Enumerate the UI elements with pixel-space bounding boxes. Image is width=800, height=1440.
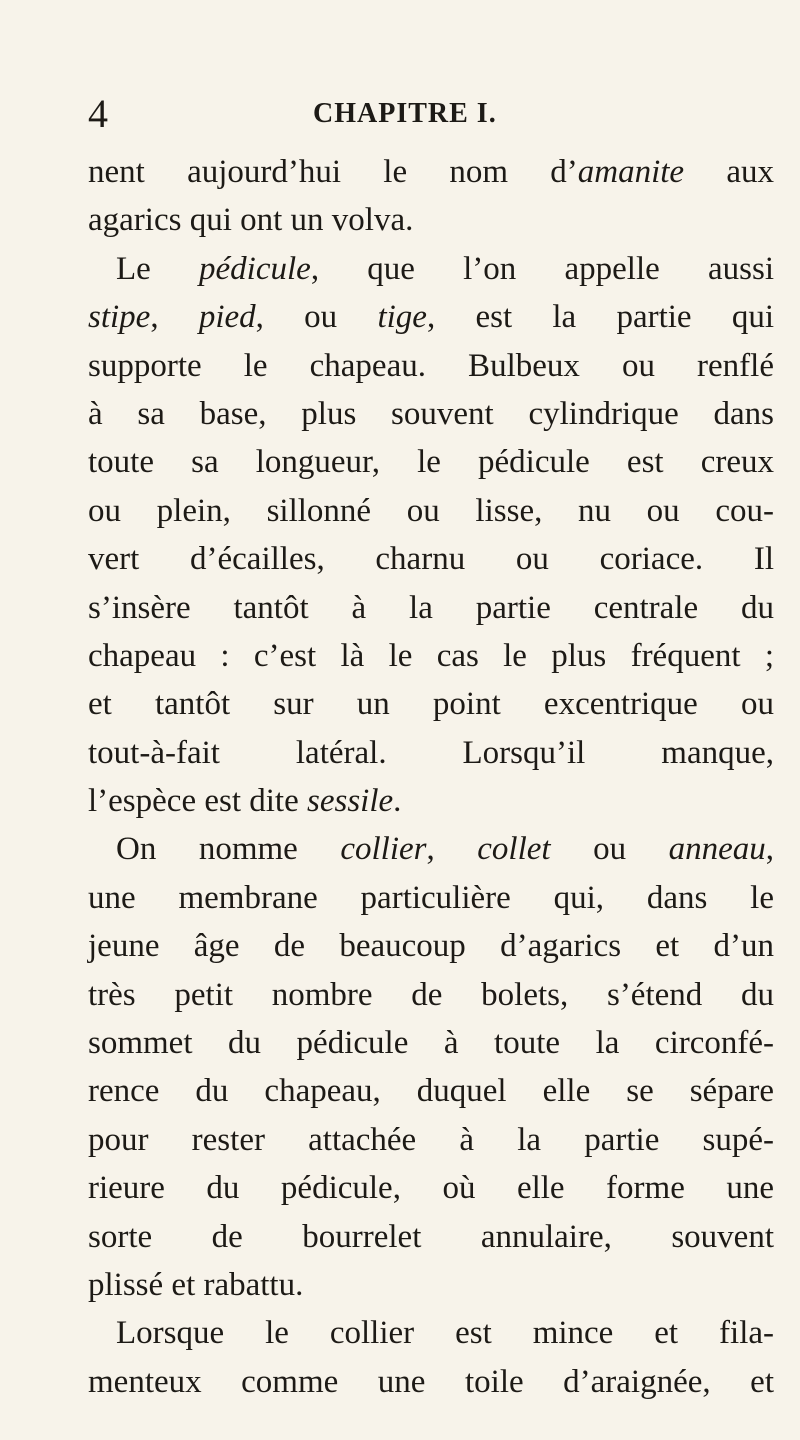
text-line-26: menteux comme une toile d’araignée, et — [88, 1363, 774, 1400]
text-line-11: chapeau : c’est là le cas le plus fréquent ; — [88, 637, 774, 674]
text-line-21: pour rester attachée à la partie supé- — [88, 1121, 774, 1158]
running-head: CHAPITRE I. — [313, 98, 497, 129]
text-line-3: Le pédicule, que l’on appelle aussi — [116, 250, 774, 287]
page-number: 4 — [88, 91, 108, 136]
text-line-9: vert d’écailles, charnu ou coriace. Il — [88, 541, 774, 578]
text-line-22: rieure du pédicule, où elle forme une — [88, 1170, 774, 1207]
text-line-23: sorte de bourrelet annulaire, souvent — [88, 1218, 774, 1255]
text-line-1: nent aujourd’hui le nom d’amanite aux — [88, 154, 774, 190]
text-line-5: supporte le chapeau. Bulbeux ou renflé — [88, 347, 774, 384]
text-line-19: sommet du pédicule à toute la circonfé- — [88, 1025, 774, 1062]
text-line-8: ou plein, sillonné ou lisse, nu ou cou- — [88, 492, 774, 529]
text-line-14: l’espèce est dite sessile. — [88, 783, 402, 820]
text-line-6: à sa base, plus souvent cylindrique dans — [88, 395, 774, 432]
body-text — [88, 148, 774, 1406]
text-line-17: jeune âge de beaucoup d’agarics et d’un — [88, 928, 774, 965]
text-line-20: rence du chapeau, duquel elle se sépare — [88, 1073, 774, 1110]
text-line-2: agarics qui ont un volva. — [88, 202, 414, 239]
text-line-13: tout-à-fait latéral. Lorsqu’il manque, — [88, 734, 774, 771]
text-line-10: s’insère tantôt à la partie centrale du — [88, 589, 774, 626]
text-line-12: et tantôt sur un point excentrique ou — [88, 686, 774, 723]
text-line-24: plissé et rabattu. — [88, 1266, 304, 1303]
text-line-25: Lorsque le collier est mince et fila- — [116, 1315, 774, 1352]
text-line-15: On nomme collier, collet ou anneau, — [116, 831, 775, 868]
text-line-4: stipe, pied, ou tige, est la partie qui — [88, 299, 775, 336]
text-line-16: une membrane particulière qui, dans le — [88, 879, 774, 916]
page-header — [88, 92, 768, 136]
text-line-7: toute sa longueur, le pédicule est creux — [88, 444, 774, 481]
text-line-18: très petit nombre de bolets, s’étend du — [88, 976, 774, 1013]
